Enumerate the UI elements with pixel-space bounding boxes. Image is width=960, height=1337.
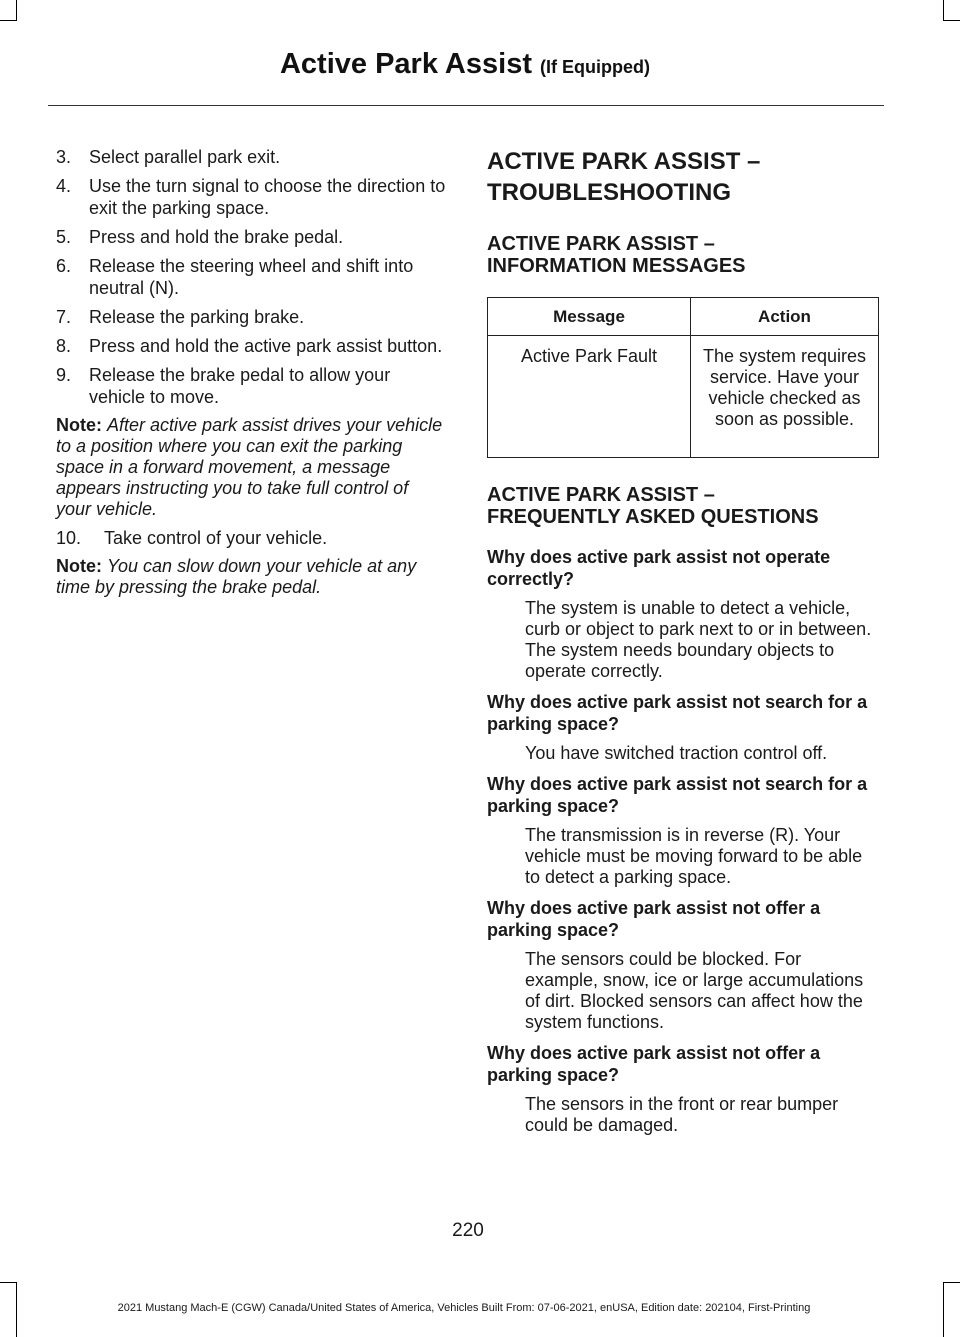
step-text: Select parallel park exit. [89, 147, 281, 167]
table-header-message: Message [488, 298, 691, 336]
crop-mark [0, 1282, 17, 1283]
faq-question: Why does active park assist not offer a parking space? [487, 898, 821, 940]
table-cell-action: The system requires service. Have your vehicle checked as soon as possible. [691, 336, 879, 458]
footer-text: 2021 Mustang Mach-E (CGW) Canada/United States of America, Vehicles Built From: 07-06-2021, enUSA, Edition date: 202104, First-Printing [117, 1302, 811, 1314]
table-header-row [488, 298, 879, 336]
faq-item [487, 1042, 879, 1136]
step-text: Press and hold the active park assist button. [89, 336, 443, 356]
left-column [56, 146, 448, 605]
crop-mark [943, 20, 960, 21]
note-text: After active park assist drives your vehicle to a position where you can exit the parking space in a forward movement, a message appears instructing you to take full control of your vehicle. [56, 415, 443, 519]
step-item [56, 146, 448, 168]
faq-answer: The system is unable to detect a vehicle, curb or object to park next to or in between. The system needs boundary objects to operate correctly. [525, 598, 872, 681]
step-item [56, 306, 448, 328]
faq-answer: The transmission is in reverse (R). Your vehicle must be moving forward to be able to detect a parking space. [525, 825, 863, 887]
faq-item [487, 773, 879, 888]
table-row [488, 336, 879, 458]
right-column [487, 146, 879, 1136]
faq-answer: The sensors could be blocked. For example, snow, ice or large accumulations of dirt. Blocked sensors can affect how the system functions. [525, 949, 864, 1032]
section-heading: TROUBLESHOOTING [487, 179, 731, 206]
subsection-heading: INFORMATION MESSAGES [487, 255, 746, 277]
faq-question: Why does active park assist not operate correctly? [487, 547, 831, 589]
information-messages-table [487, 297, 879, 458]
note-paragraph [56, 556, 448, 598]
step-number: 4. [56, 176, 72, 196]
crop-mark [943, 1282, 944, 1337]
header-title: Active Park Assist [279, 48, 532, 80]
faq-question: Why does active park assist not offer a parking space? [487, 1043, 821, 1085]
section-heading: ACTIVE PARK ASSIST – [487, 148, 761, 175]
subsection-heading: ACTIVE PARK ASSIST – [487, 484, 715, 506]
step-number: 6. [56, 256, 72, 276]
note-paragraph [56, 415, 448, 520]
faq-question: Why does active park assist not search for a parking space? [487, 774, 868, 816]
note-label: Note: [56, 556, 102, 576]
step-text: Release the brake pedal to allow your vehicle to move. [89, 365, 391, 407]
step-item [56, 255, 448, 299]
faq-item [487, 897, 879, 1033]
step-number: 10. [56, 528, 82, 548]
note-text: You can slow down your vehicle at any time by pressing the brake pedal. [56, 556, 417, 597]
crop-mark [943, 0, 944, 20]
step-number: 5. [56, 227, 72, 247]
table-cell-message: Active Park Fault [488, 336, 691, 458]
page-header [0, 48, 930, 81]
crop-mark [16, 0, 17, 20]
step-number: 9. [56, 365, 72, 385]
step-text: Release the steering wheel and shift into neutral (N). [89, 256, 414, 298]
page-number: 220 [452, 1220, 484, 1241]
subsection-heading: FREQUENTLY ASKED QUESTIONS [487, 506, 819, 528]
faq-question: Why does active park assist not search for a parking space? [487, 692, 868, 734]
step-item [56, 527, 448, 549]
header-title-suffix: (If Equipped) [540, 57, 651, 77]
step-number: 7. [56, 307, 72, 327]
subsection-heading: ACTIVE PARK ASSIST – [487, 233, 715, 255]
step-number: 3. [56, 147, 72, 167]
step-item [56, 175, 448, 219]
crop-mark [943, 1282, 960, 1283]
crop-mark [0, 20, 17, 21]
faq-answer: The sensors in the front or rear bumper could be damaged. [525, 1094, 839, 1135]
step-text: Use the turn signal to choose the direction to exit the parking space. [89, 176, 446, 218]
faq-item [487, 546, 879, 682]
step-item [56, 226, 448, 248]
table-header-action: Action [691, 298, 879, 336]
step-text: Press and hold the brake pedal. [89, 227, 344, 247]
step-text: Release the parking brake. [89, 307, 305, 327]
step-item [56, 335, 448, 357]
step-text: Take control of your vehicle. [104, 528, 328, 548]
faq-item [487, 691, 879, 764]
note-label: Note: [56, 415, 102, 435]
faq-answer: You have switched traction control off. [525, 743, 828, 763]
header-divider [48, 105, 884, 106]
step-item [56, 364, 448, 408]
step-number: 8. [56, 336, 72, 356]
